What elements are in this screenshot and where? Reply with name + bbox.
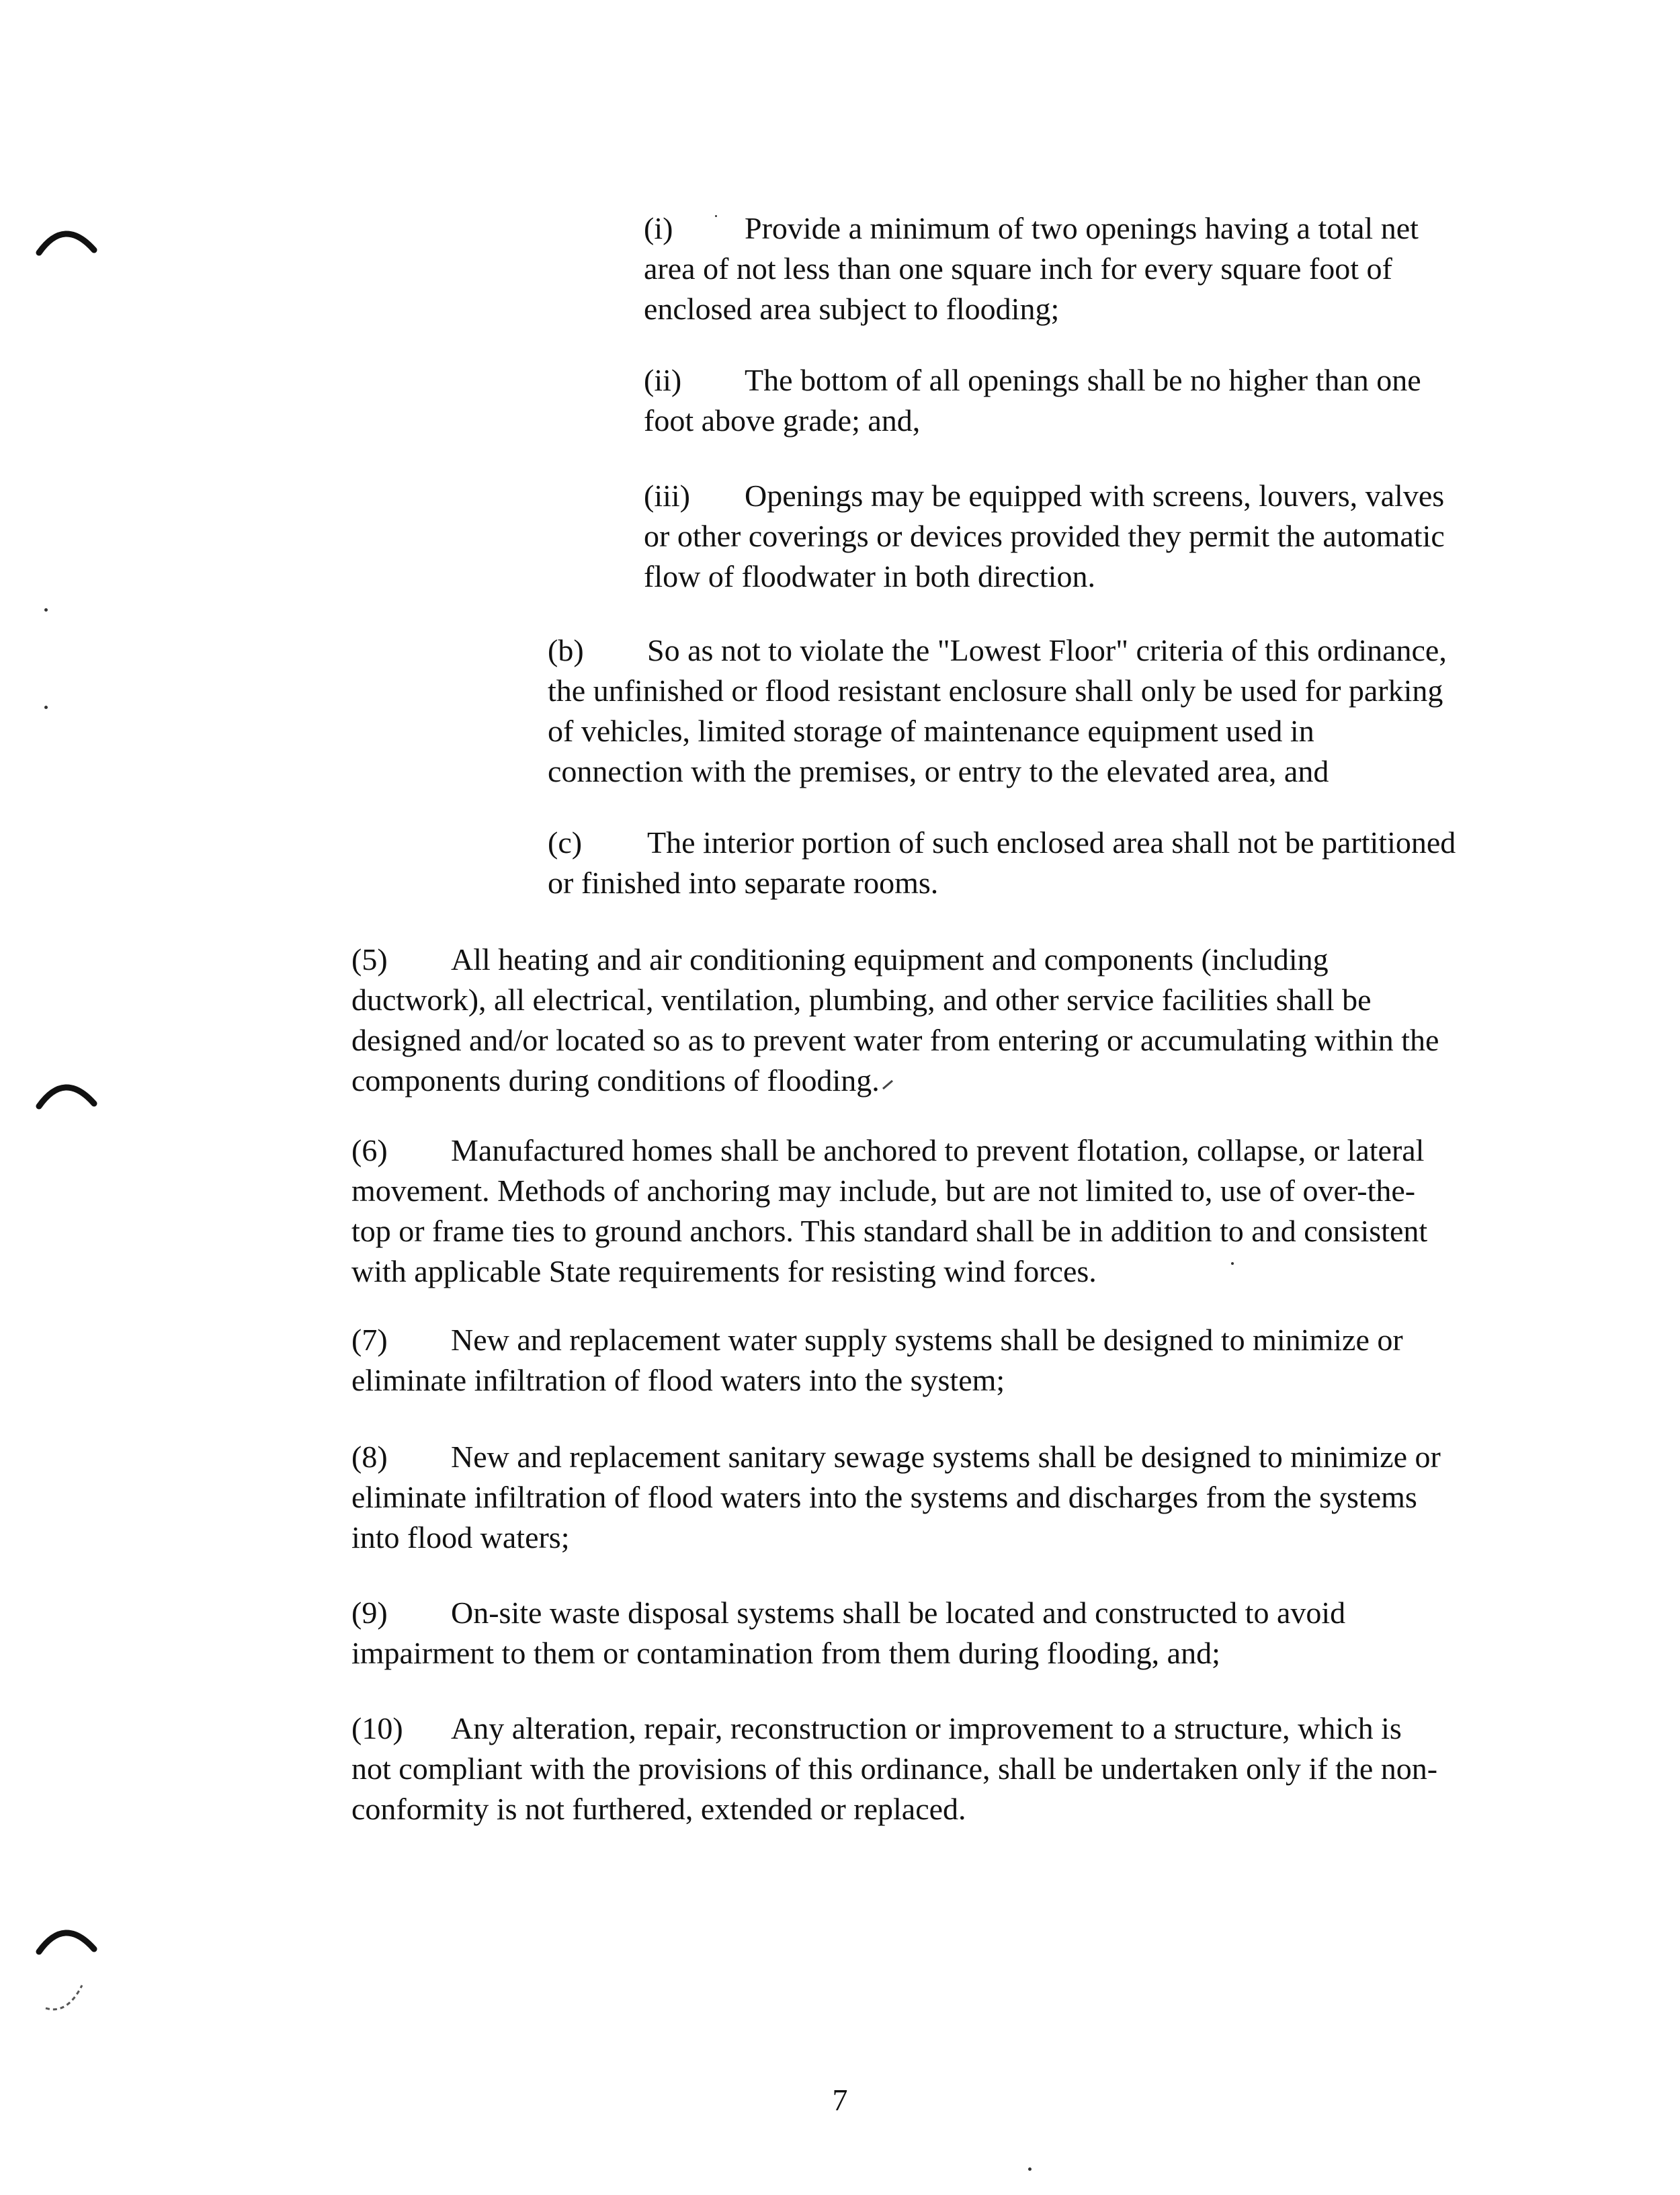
scan-speck bbox=[1028, 2167, 1032, 2171]
paragraph-i bbox=[644, 208, 1419, 329]
paragraph-iii bbox=[644, 476, 1445, 597]
paragraph-line: with applicable State requirements for resisting wind forces. bbox=[351, 1254, 1097, 1288]
paragraph-line: foot above grade; and, bbox=[644, 403, 921, 438]
paragraph-line: eliminate infiltration of flood waters into the systems and discharges from the systems bbox=[351, 1480, 1417, 1514]
hole-punch-mark bbox=[32, 1919, 99, 1960]
paragraph-label: (7) bbox=[351, 1323, 388, 1357]
paragraph-c bbox=[548, 823, 1456, 903]
paragraph-line: New and replacement water supply systems shall be designed to minimize or bbox=[451, 1323, 1403, 1357]
paragraph-line: ductwork), all electrical, ventilation, plumbing, and other service facilities shall be bbox=[351, 983, 1372, 1017]
paragraph-line: conformity is not furthered, extended or replaced. bbox=[351, 1792, 966, 1826]
paragraph-line: Provide a minimum of two openings having a total net bbox=[745, 211, 1419, 245]
paragraph-line: or other coverings or devices provided they permit the automatic bbox=[644, 519, 1445, 553]
paragraph-10 bbox=[351, 1708, 1437, 1829]
paragraph-9 bbox=[351, 1593, 1345, 1673]
paragraph-line: The bottom of all openings shall be no higher than one bbox=[745, 363, 1421, 397]
paragraph-label: (10) bbox=[351, 1711, 403, 1745]
paragraph-6 bbox=[351, 1130, 1427, 1292]
paragraph-line: impairment to them or contamination from them during flooding, and; bbox=[351, 1636, 1220, 1670]
paragraph-label: (i) bbox=[644, 211, 673, 245]
paragraph-line: eliminate infiltration of flood waters into the system; bbox=[351, 1363, 1005, 1397]
paragraph-label: (5) bbox=[351, 942, 388, 977]
paragraph-line: The interior portion of such enclosed area shall not be partitioned bbox=[647, 825, 1456, 860]
paragraph-label: (c) bbox=[548, 825, 583, 860]
paragraph-b bbox=[548, 630, 1447, 792]
page-number: 7 bbox=[832, 2083, 848, 2117]
paragraph-line: flow of floodwater in both direction. bbox=[644, 559, 1095, 593]
paragraph-line: components during conditions of flooding. bbox=[351, 1063, 880, 1098]
paragraph-line: enclosed area subject to flooding; bbox=[644, 292, 1060, 326]
hole-punch-mark bbox=[32, 220, 99, 261]
paragraph-line: or finished into separate rooms. bbox=[548, 866, 939, 900]
paragraph-line: movement. Methods of anchoring may include, but are not limited to, use of over-the- bbox=[351, 1173, 1416, 1208]
paragraph-line: top or frame ties to ground anchors. This standard shall be in addition to and consistent bbox=[351, 1214, 1428, 1248]
paragraph-line: Any alteration, repair, reconstruction or improvement to a structure, which is bbox=[451, 1711, 1402, 1745]
paragraph-line: not compliant with the provisions of this ordinance, shall be undertaken only if the non- bbox=[351, 1751, 1438, 1786]
paragraph-line: New and replacement sanitary sewage systems shall be designed to minimize or bbox=[451, 1440, 1441, 1474]
paragraph-line: On-site waste disposal systems shall be located and constructed to avoid bbox=[451, 1596, 1346, 1630]
paragraph-line: Manufactured homes shall be anchored to prevent flotation, collapse, or lateral bbox=[451, 1133, 1425, 1167]
scan-speck bbox=[44, 608, 48, 612]
scan-mark bbox=[40, 1976, 87, 2016]
paragraph-8 bbox=[351, 1437, 1441, 1558]
paragraph-line: the unfinished or flood resistant enclosure shall only be used for parking bbox=[548, 673, 1443, 708]
paragraph-label: (8) bbox=[351, 1440, 388, 1474]
paragraph-5 bbox=[351, 940, 1439, 1101]
paragraph-label: (9) bbox=[351, 1596, 388, 1630]
paragraph-line: designed and/or located so as to prevent water from entering or accumulating within the bbox=[351, 1023, 1439, 1057]
paragraph-line: connection with the premises, or entry to the elevated area, and bbox=[548, 754, 1329, 788]
paragraph-ii bbox=[644, 360, 1421, 441]
paragraph-label: (b) bbox=[548, 633, 584, 667]
paragraph-label: (ii) bbox=[644, 363, 682, 397]
paragraph-line: into flood waters; bbox=[351, 1520, 570, 1555]
paragraph-label: (6) bbox=[351, 1133, 388, 1167]
paragraph-7 bbox=[351, 1320, 1403, 1401]
paragraph-line: of vehicles, limited storage of maintenance equipment used in bbox=[548, 714, 1314, 748]
paragraph-line: Openings may be equipped with screens, louvers, valves bbox=[745, 479, 1445, 513]
scan-speck bbox=[44, 706, 48, 709]
paragraph-label: (iii) bbox=[644, 479, 690, 513]
paragraph-line: All heating and air conditioning equipment and components (including bbox=[451, 942, 1329, 977]
paragraph-line: area of not less than one square inch for every square foot of bbox=[644, 251, 1392, 286]
paragraph-line: So as not to violate the "Lowest Floor" criteria of this ordinance, bbox=[647, 633, 1447, 667]
hole-punch-mark bbox=[32, 1074, 99, 1114]
